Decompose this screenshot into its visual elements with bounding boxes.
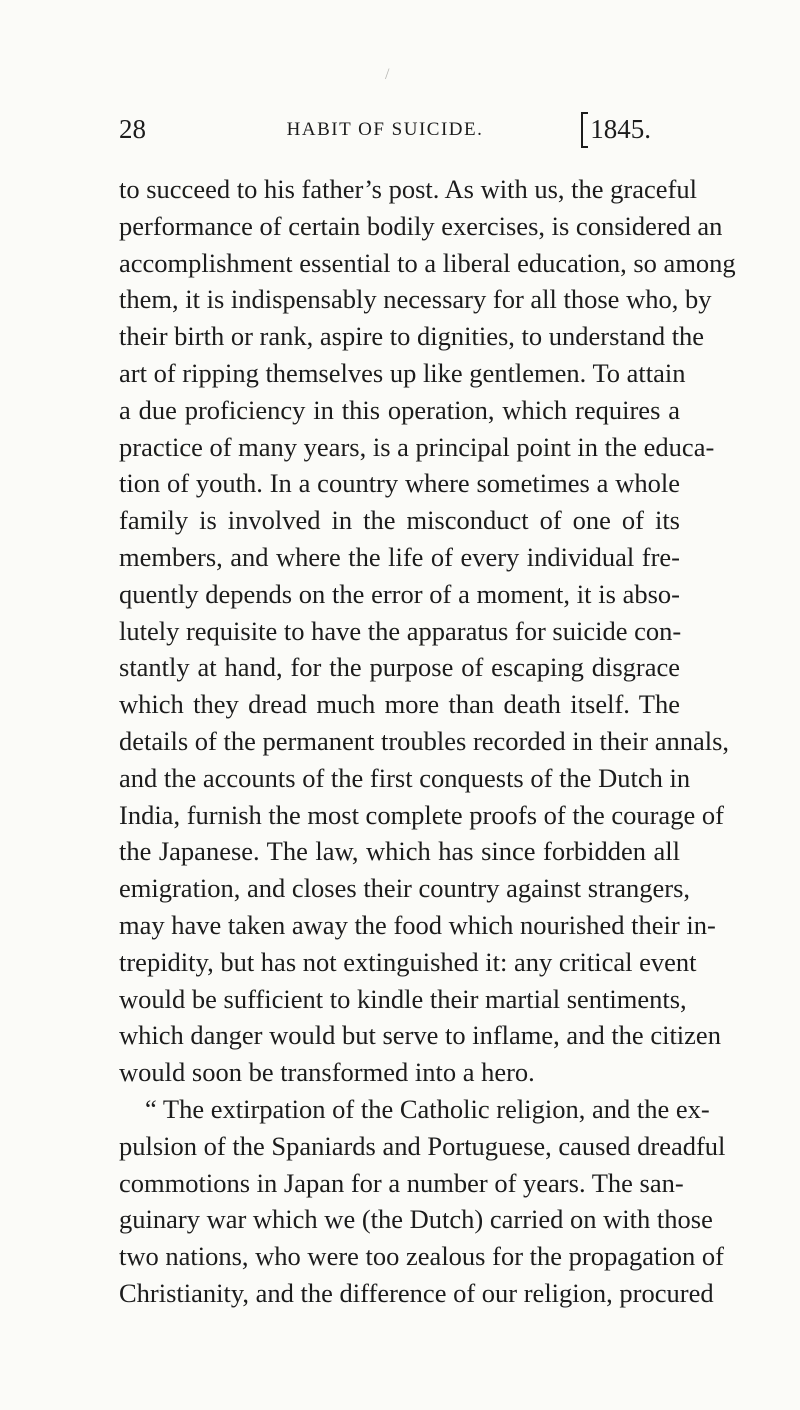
text-line: lutely requisite to have the apparatus for suicide con- [119, 615, 682, 646]
year-mark: 1845. [581, 112, 651, 146]
text-line: the Japanese. The law, which has since forbidden all [119, 836, 680, 867]
text-line: commotions in Japan for a number of years. The san- [119, 1167, 684, 1198]
text-line: would be sufficient to kindle their martial sentiments, [119, 983, 687, 1014]
text-line: guinary war which we (the Dutch) carried on with those [119, 1204, 713, 1235]
text-line: which they dread much more than death itself. The [119, 689, 680, 720]
text-line: accomplishment essential to a liberal education, so among [119, 247, 736, 278]
text-line: which danger would but serve to inflame, and the citizen [119, 1020, 721, 1051]
text-line: to succeed to his father’s post. As with us, the graceful [119, 174, 697, 204]
text-line: trepidity, but has not extinguished it: any critical event [119, 946, 697, 977]
text-line: Christianity, and the difference of our religion, procured [119, 1277, 714, 1308]
running-header [119, 112, 651, 152]
text-line: family is involved in the misconduct of one of its [119, 505, 680, 536]
page-number: 28 [119, 114, 146, 144]
text-line: performance of certain bodily exercises, is considered an [119, 210, 723, 241]
text-line: members, and where the life of every individual fre- [119, 541, 680, 572]
margin-mark: / [385, 66, 390, 83]
text-line: their birth or rank, aspire to dignities, to understand the [119, 321, 705, 352]
text-line: pulsion of the Spaniards and Portuguese, caused dreadful [119, 1130, 726, 1161]
text-line: “ The extirpation of the Catholic religion, and the ex- [145, 1093, 710, 1124]
text-line: two nations, who were too zealous for the propagation of [119, 1241, 724, 1272]
text-line: them, it is indispensably necessary for all those who, by [119, 284, 712, 315]
body-text [119, 171, 736, 1312]
text-line: may have taken away the food which nourished their in- [119, 909, 716, 940]
text-line: tion of youth. In a country where sometimes a whole [119, 468, 680, 499]
text-line: art of ripping themselves up like gentlemen. To attain [119, 357, 686, 388]
text-line: a due proficiency in this operation, which requires a [119, 394, 680, 425]
text-line: stantly at hand, for the purpose of escaping disgrace [119, 652, 680, 683]
running-title: HABIT OF SUICIDE. [286, 119, 484, 140]
text-line: details of the permanent troubles recorded in their annals, [119, 725, 730, 756]
text-line: would soon be transformed into a hero. [119, 1057, 535, 1088]
text-line: quently depends on the error of a moment, it is abso- [119, 578, 680, 609]
text-line: practice of many years, is a principal point in the educa- [119, 431, 715, 462]
text-line: India, furnish the most complete proofs of the courage of [119, 799, 724, 830]
text-line: and the accounts of the first conquests of the Dutch in [119, 762, 691, 793]
text-line: emigration, and closes their country against strangers, [119, 873, 691, 904]
